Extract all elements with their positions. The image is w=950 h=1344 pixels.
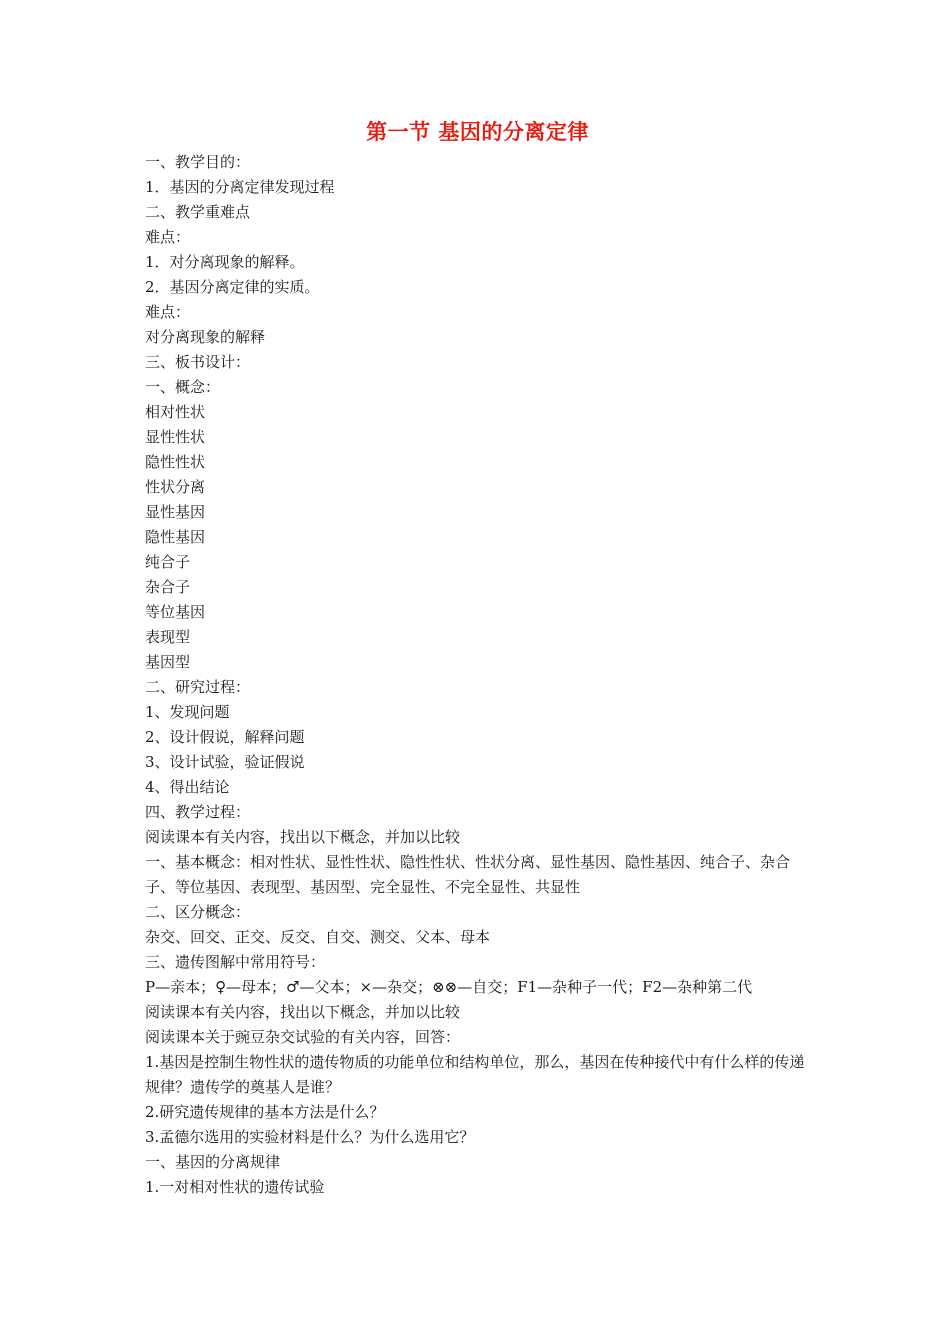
- text-line: 一、教学目的：: [145, 153, 251, 171]
- text-line: 相对性状: [145, 403, 206, 421]
- text-line: 纯合子: [145, 553, 191, 571]
- text-line: 一、概念：: [145, 378, 221, 396]
- text-line: 隐性基因: [145, 528, 206, 546]
- text-line: 一、基本概念：相对性状、显性性状、隐性性状、性状分离、显性基因、隐性基因、纯合子、杂合子、等位基因、表现型、基因型、完全显性、不完全显性、共显性: [145, 853, 791, 896]
- text-line: 隐性性状: [145, 453, 206, 471]
- document-page: [145, 118, 810, 1200]
- text-line: 杂交、回交、正交、反交、自交、测交、父本、母本: [145, 928, 491, 946]
- text-line: 显性性状: [145, 428, 206, 446]
- text-line: 1、发现问题: [145, 703, 230, 721]
- document-title: 第一节 基因的分离定律: [366, 119, 589, 144]
- text-line: 难点：: [145, 303, 191, 321]
- text-line: 2.研究遗传规律的基本方法是什么？: [145, 1103, 385, 1121]
- text-line: 基因型: [145, 653, 191, 671]
- text-line: 性状分离: [145, 478, 206, 496]
- text-line: 二、区分概念：: [145, 903, 251, 921]
- text-line: 难点：: [145, 228, 191, 246]
- text-line: 2、设计假说，解释问题: [145, 728, 305, 746]
- text-line: 杂合子: [145, 578, 191, 596]
- text-line: 二、教学重难点: [145, 203, 251, 221]
- text-line: 三、板书设计：: [145, 353, 251, 371]
- text-line: 三、遗传图解中常用符号：: [145, 953, 326, 971]
- text-line: 二、研究过程：: [145, 678, 251, 696]
- text-line: 对分离现象的解释: [145, 328, 266, 346]
- text-line: 4、得出结论: [145, 778, 230, 796]
- text-line: 四、教学过程：: [145, 803, 251, 821]
- document-body: [145, 150, 810, 1200]
- text-line: P—亲本；♀—母本；♂—父本；×—杂交；⊗⊗—自交；F1—杂种子一代；F2—杂种第二代: [145, 978, 753, 996]
- text-line: 2．基因分离定律的实质。: [145, 278, 320, 296]
- text-line: 阅读课本关于豌豆杂交试验的有关内容，回答：: [145, 1028, 461, 1046]
- text-line: 1.一对相对性状的遗传试验: [145, 1178, 325, 1196]
- text-line: 3、设计试验，验证假说: [145, 753, 305, 771]
- text-line: 一、基因的分离规律: [145, 1153, 281, 1171]
- text-line: 表现型: [145, 628, 191, 646]
- text-line: 阅读课本有关内容，找出以下概念，并加以比较: [145, 828, 461, 846]
- text-line: 阅读课本有关内容，找出以下概念，并加以比较: [145, 1003, 461, 1021]
- text-line: 1.基因是控制生物性状的遗传物质的功能单位和结构单位，那么，基因在传种接代中有什么样的传递规律？遗传学的奠基人是谁？: [145, 1053, 805, 1096]
- text-line: 3.孟德尔选用的实验材料是什么？为什么选用它？: [145, 1128, 475, 1146]
- text-line: 1．基因的分离定律发现过程: [145, 178, 335, 196]
- text-line: 等位基因: [145, 603, 206, 621]
- text-line: 1．对分离现象的解释。: [145, 253, 305, 271]
- text-line: 显性基因: [145, 503, 206, 521]
